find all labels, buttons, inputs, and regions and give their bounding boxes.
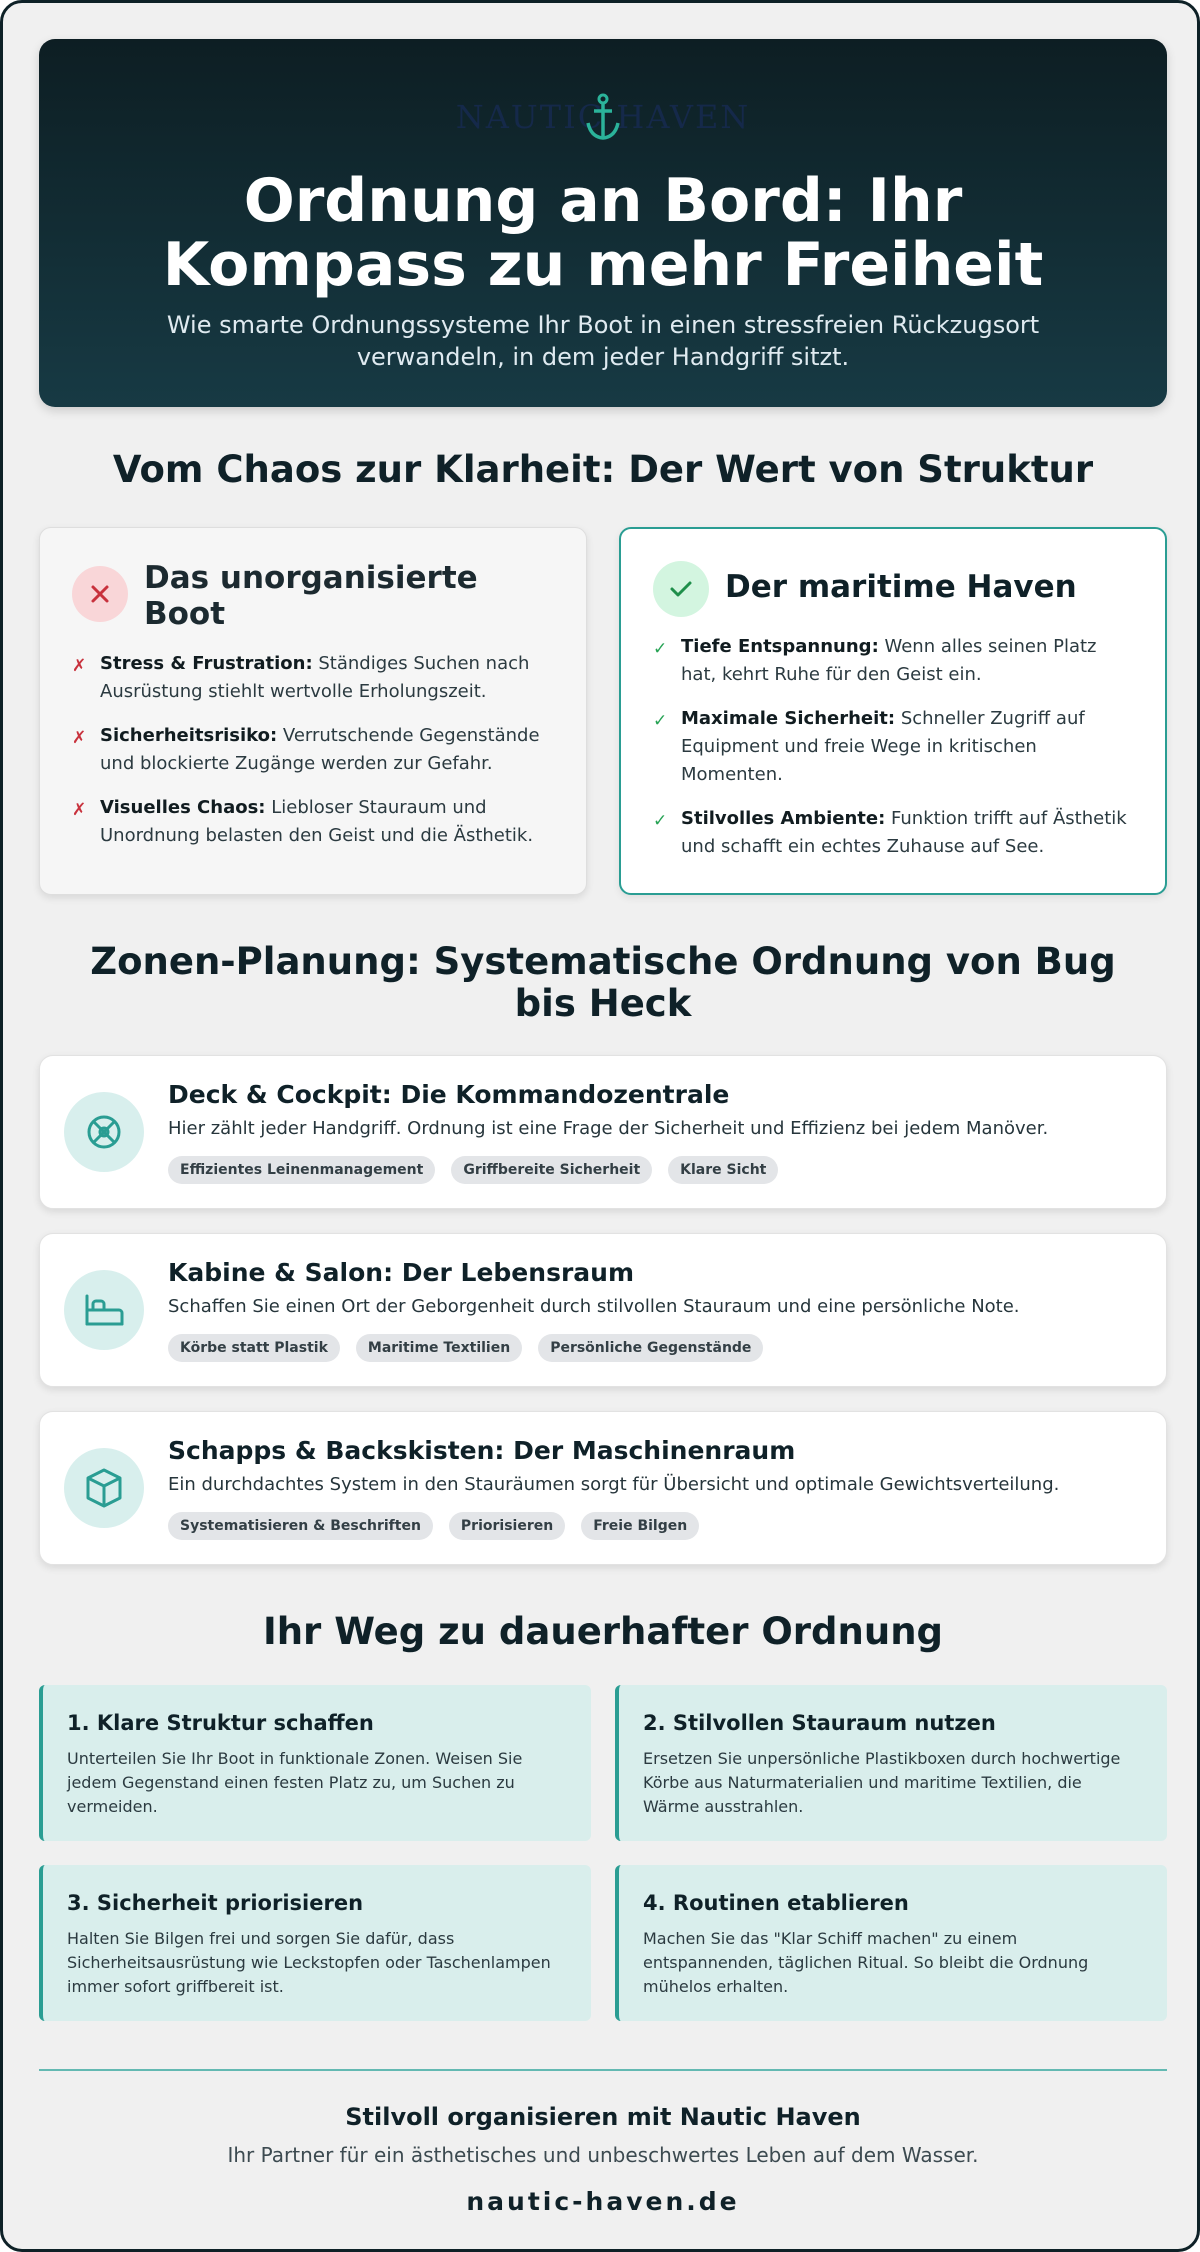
step-title: 2. Stilvollen Stauraum nutzen [643, 1711, 996, 1735]
tag: Effizientes Leinenmanagement [168, 1156, 435, 1184]
hero-banner [39, 39, 1167, 407]
footer-subtitle: Ihr Partner für ein ästhetisches und unbeschwertes Leben auf dem Wasser. [227, 2143, 979, 2167]
box-icon [64, 1448, 144, 1528]
bed-icon [64, 1270, 144, 1350]
step-card [39, 1865, 591, 2021]
item-label: Stress & Frustration: [100, 653, 313, 674]
zone-card-deck [39, 1055, 1167, 1209]
website-link[interactable]: nautic-haven.de [466, 2187, 740, 2216]
tag: Systematisieren & Beschriften [168, 1512, 433, 1540]
logo-text: NAUTIC HAVEN [455, 98, 751, 136]
zone-description: Ein durchdachtes System in den Stauräumen sorgt für Übersicht und optimale Gewichtsverteilung. [168, 1474, 1060, 1495]
item-text: Schneller Zugriff auf Equipment und freie Wege in kritischen Momenten. [681, 708, 1085, 785]
tag: Klare Sicht [668, 1156, 778, 1184]
comparison-heading: Vom Chaos zur Klarheit: Der Wert von Struktur [112, 448, 1094, 491]
brand-logo [39, 87, 1167, 147]
step-text: Halten Sie Bilgen frei und sorgen Sie dafür, dass Sicherheitsausrüstung wie Leckstopfen oder Taschenlampen immer sofort griffbereit ist. [67, 1929, 551, 1996]
step-title: 3. Sicherheit priorisieren [67, 1891, 364, 1915]
tag: Priorisieren [449, 1512, 565, 1540]
anchor-icon [583, 93, 623, 141]
step-text: Ersetzen Sie unpersönliche Plastikboxen durch hochwertige Körbe aus Naturmaterialien und maritime Textilien, die Wärme ausstrahlen. [643, 1749, 1121, 1816]
checkmark-icon: ✓ [653, 711, 668, 731]
item-label: Sicherheitsrisiko: [100, 725, 278, 746]
tag: Maritime Textilien [356, 1334, 522, 1362]
check-icon [653, 561, 709, 617]
tag: Griffbereite Sicherheit [451, 1156, 652, 1184]
item-label: Maximale Sicherheit: [681, 708, 896, 729]
item-label: Stilvolles Ambiente: [681, 808, 886, 829]
item-text: Verrutschende Gegenstände und blockierte Zugänge werden zur Gefahr. [100, 725, 540, 774]
list-item [653, 633, 1133, 689]
tag-list [168, 1334, 779, 1362]
zone-title: Deck & Cockpit: Die Kommandozentrale [168, 1080, 730, 1109]
zone-title: Kabine & Salon: Der Lebensraum [168, 1258, 634, 1287]
zone-description: Schaffen Sie einen Ort der Geborgenheit durch stilvollen Stauraum und eine persönliche Note. [168, 1296, 1020, 1317]
item-label: Tiefe Entspannung: [681, 636, 879, 657]
unorganized-boat-card [39, 527, 587, 895]
benefit-list [653, 633, 1133, 861]
step-text: Machen Sie das "Klar Schiff machen" zu einem entspannenden, täglichen Ritual. So bleibt die Ordnung mühelos erhalten. [643, 1929, 1089, 1996]
hero-subtitle: Wie smarte Ordnungssysteme Ihr Boot in einen stressfreien Rückzugsort verwandeln, in dem jeder Handgriff sitzt. [166, 311, 1040, 371]
page-title: Ordnung an Bord: Ihr Kompass zu mehr Freiheit [162, 166, 1044, 300]
item-text: Liebloser Stauraum und Unordnung belasten den Geist und die Ästhetik. [100, 797, 534, 846]
item-text: Ständiges Suchen nach Ausrüstung stiehlt wertvolle Erholungszeit. [100, 653, 530, 702]
zone-card-cabin [39, 1233, 1167, 1387]
zones-heading: Zonen-Planung: Systematische Ordnung von Bug bis Heck [90, 940, 1116, 1025]
tag: Persönliche Gegenstände [538, 1334, 763, 1362]
cross-mark-icon: ✗ [72, 728, 87, 748]
list-item [653, 705, 1133, 789]
item-label: Visuelles Chaos: [100, 797, 266, 818]
x-icon [72, 566, 128, 622]
zone-title: Schapps & Backskisten: Der Maschinenraum [168, 1436, 796, 1465]
problem-list [72, 650, 554, 850]
list-item [72, 722, 554, 778]
checkmark-icon: ✓ [653, 811, 668, 831]
zone-card-storage [39, 1411, 1167, 1565]
step-title: 1. Klare Struktur schaffen [67, 1711, 374, 1735]
tag-list [168, 1512, 715, 1540]
checkmark-icon: ✓ [653, 639, 668, 659]
item-text: Funktion trifft auf Ästhetik und schafft ein echtes Zuhause auf See. [681, 808, 1127, 857]
steps-heading: Ihr Weg zu dauerhafter Ordnung [262, 1610, 944, 1653]
helm-icon [64, 1092, 144, 1172]
tag: Körbe statt Plastik [168, 1334, 340, 1362]
tag: Freie Bilgen [581, 1512, 699, 1540]
maritime-haven-card [619, 527, 1167, 895]
item-text: Wenn alles seinen Platz hat, kehrt Ruhe für den Geist ein. [681, 636, 1097, 685]
footer-divider [39, 2069, 1167, 2071]
footer-title: Stilvoll organisieren mit Nautic Haven [345, 2103, 861, 2131]
step-card [615, 1865, 1167, 2021]
cross-mark-icon: ✗ [72, 656, 87, 676]
cross-mark-icon: ✗ [72, 800, 87, 820]
list-item [653, 805, 1133, 861]
card-title: Das unorganisierte Boot [144, 560, 478, 632]
step-title: 4. Routinen etablieren [643, 1891, 909, 1915]
list-item [72, 794, 554, 850]
step-card [615, 1685, 1167, 1841]
card-title: Der maritime Haven [725, 569, 1077, 605]
step-card [39, 1685, 591, 1841]
list-item [72, 650, 554, 706]
tag-list [168, 1156, 794, 1184]
zone-description: Hier zählt jeder Handgriff. Ordnung ist eine Frage der Sicherheit und Effizienz bei jedem Manöver. [168, 1118, 1049, 1139]
step-text: Unterteilen Sie Ihr Boot in funktionale Zonen. Weisen Sie jedem Gegenstand einen festen Platz zu, um Suchen zu vermeiden. [67, 1749, 523, 1816]
